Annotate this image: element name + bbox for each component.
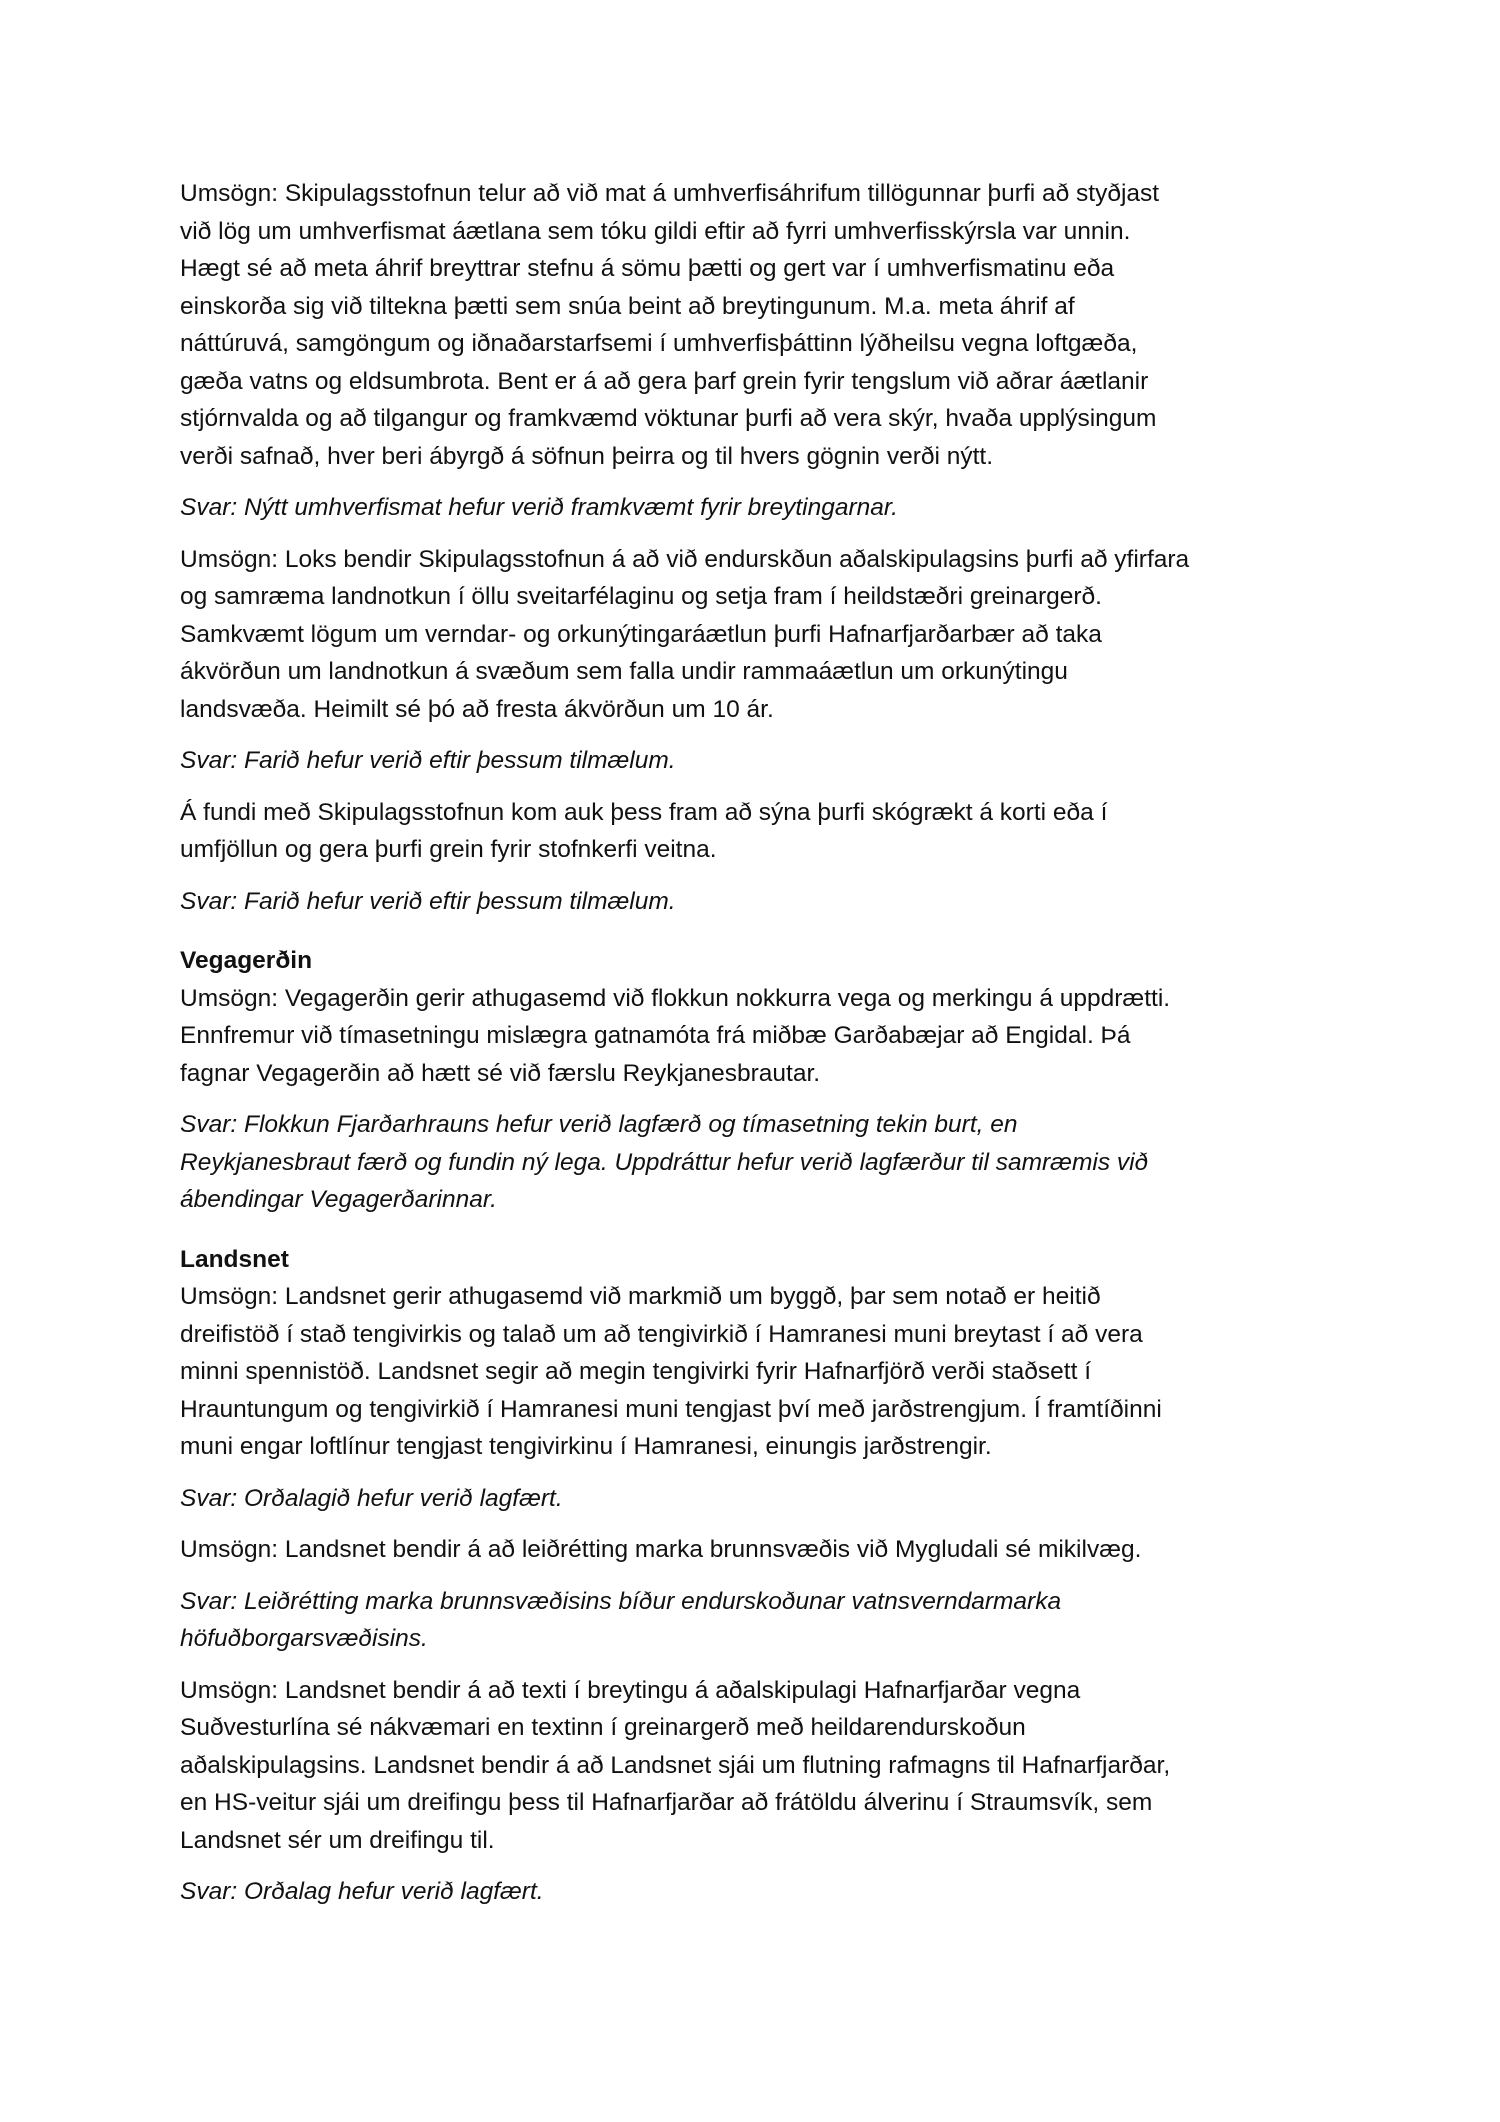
text-line: Umsögn: Landsnet bendir á að leiðrétting marka brunnsvæðis við Mygludali sé mikilvæg. xyxy=(180,1536,1142,1563)
text-line: Svar: Nýtt umhverfismat hefur verið framkvæmt fyrir breytingarnar. xyxy=(180,494,898,521)
text-line: Ennfremur við tímasetningu mislægra gatnamóta frá miðbæ Garðabæjar að Engidal. Þá xyxy=(180,1022,1131,1049)
text-line: stjórnvalda og að tilgangur og framkvæmd vöktunar þurfi að vera skýr, hvaða upplýsingum xyxy=(180,405,1157,432)
text-line: Landsnet sér um dreifingu til. xyxy=(180,1826,495,1854)
document-page xyxy=(180,175,1350,1925)
text-line: aðalskipulagsins. Landsnet bendir á að Landsnet sjái um flutning rafmagns til Hafnarfjarðar, xyxy=(180,1751,1171,1779)
text-line: Umsögn: Loks bendir Skipulagsstofnun á að við endurskðun aðalskipulagsins þurfi að yfirfara xyxy=(180,545,1190,573)
answer-paragraph xyxy=(180,883,1350,921)
text-line: Suðvesturlína sé nákvæmari en textinn í greinargerð með heildarendurskoðun xyxy=(180,1714,1026,1741)
text-line: muni engar loftlínur tengjast tengivirkinu í Hamranesi, einungis jarðstrengir. xyxy=(180,1433,992,1460)
text-line: Svar: Farið hefur verið eftir þessum tilmælum. xyxy=(180,747,676,774)
text-line: Hægt sé að meta áhrif breyttrar stefnu á sömu þætti og gert var í umhverfismatinu eða xyxy=(180,255,1115,282)
text-line: Svar: Orðalag hefur verið lagfært. xyxy=(180,1878,544,1905)
comment-paragraph xyxy=(180,1531,1350,1569)
text-line: landsvæða. Heimilt sé þó að fresta ákvörðun um 10 ár. xyxy=(180,695,774,723)
text-line: Hrauntungum og tengivirkið í Hamranesi muni tengjast því með jarðstrengjum. Í framtíðinni xyxy=(180,1395,1162,1423)
text-line: Reykjanesbraut færð og fundin ný lega. Uppdráttur hefur verið lagfærður til samræmis við xyxy=(180,1148,1149,1176)
text-line: Umsögn: Landsnet bendir á að texti í breytingu á aðalskipulagi Hafnarfjarðar vegna xyxy=(180,1676,1081,1704)
text-line: dreifistöð í stað tengivirkis og talað um að tengivirkið í Hamranesi muni breytast í að vera xyxy=(180,1320,1143,1348)
text-line: höfuðborgarsvæðisins. xyxy=(180,1625,428,1652)
text-line: einskorða sig við tiltekna þætti sem snúa beint að breytingunum. M.a. meta áhrif af xyxy=(180,292,1075,320)
text-line: ákvörðun um landnotkun á svæðum sem falla undir rammaáætlun um orkunýtingu xyxy=(180,658,1068,685)
text-line: Á fundi með Skipulagsstofnun kom auk þess fram að sýna þurfi skógrækt á korti eða í xyxy=(180,798,1108,826)
text-line: verði safnað, hver beri ábyrgð á söfnun þeirra og til hvers gögnin verði nýtt. xyxy=(180,442,994,470)
section-heading: Vegagerðin xyxy=(180,947,313,974)
text-line: gæða vatns og eldsumbrota. Bent er á að gera þarf grein fyrir tengslum við aðrar áætlanir xyxy=(180,367,1149,395)
comment-paragraph xyxy=(180,175,1350,475)
answer-paragraph xyxy=(180,1583,1350,1658)
answer-paragraph xyxy=(180,1106,1350,1219)
text-line: við lög um umhverfismat áætlana sem tóku gildi eftir að fyrri umhverfisskýrsla var unnin. xyxy=(180,217,1131,245)
text-line: og samræma landnotkun í öllu sveitarfélaginu og setja fram í heildstæðri greinargerð. xyxy=(180,583,1102,610)
text-line: Umsögn: Vegagerðin gerir athugasemd við flokkun nokkurra vega og merkingu á uppdrætti. xyxy=(180,984,1171,1012)
text-line: náttúruvá, samgöngum og iðnaðarstarfsemi í umhverfisþáttinn lýðheilsu vegna loftgæða, xyxy=(180,330,1138,357)
text-line: Samkvæmt lögum um verndar- og orkunýtingaráætlun þurfi Hafnarfjarðarbær að taka xyxy=(180,620,1102,648)
text-line: Svar: Flokkun Fjarðarhrauns hefur verið lagfærð og tímasetning tekin burt, en xyxy=(180,1111,1018,1138)
comment-paragraph xyxy=(180,541,1350,729)
answer-paragraph xyxy=(180,1480,1350,1518)
text-line: fagnar Vegagerðin að hætt sé við færslu Reykjanesbrautar. xyxy=(180,1059,821,1087)
comment-paragraph xyxy=(180,1672,1350,1860)
text-line: Umsögn: Skipulagsstofnun telur að við mat á umhverfisáhrifum tillögunnar þurfi að styðjast xyxy=(180,180,1160,207)
answer-paragraph xyxy=(180,489,1350,527)
text-line: Svar: Leiðrétting marka brunnsvæðisins bíður endurskoðunar vatnsverndarmarka xyxy=(180,1587,1062,1615)
text-line: en HS-veitur sjái um dreifingu þess til Hafnarfjarðar að frátöldu álverinu í Straumsvík, sem xyxy=(180,1789,1153,1816)
text-line: Svar: Farið hefur verið eftir þessum tilmælum. xyxy=(180,887,676,915)
comment-paragraph xyxy=(180,794,1350,869)
comment-paragraph xyxy=(180,1241,1350,1466)
text-line: ábendingar Vegagerðarinnar. xyxy=(180,1186,497,1213)
text-line: umfjöllun og gera þurfi grein fyrir stofnkerfi veitna. xyxy=(180,836,717,863)
answer-paragraph xyxy=(180,742,1350,780)
comment-paragraph xyxy=(180,942,1350,1092)
text-line: Svar: Orðalagið hefur verið lagfært. xyxy=(180,1484,563,1512)
text-line: minni spennistöð. Landsnet segir að megin tengivirki fyrir Hafnarfjörð verði staðsett í xyxy=(180,1358,1092,1385)
text-line: Umsögn: Landsnet gerir athugasemd við markmið um byggð, þar sem notað er heitið xyxy=(180,1283,1101,1310)
answer-paragraph xyxy=(180,1873,1350,1911)
section-heading: Landsnet xyxy=(180,1245,289,1273)
